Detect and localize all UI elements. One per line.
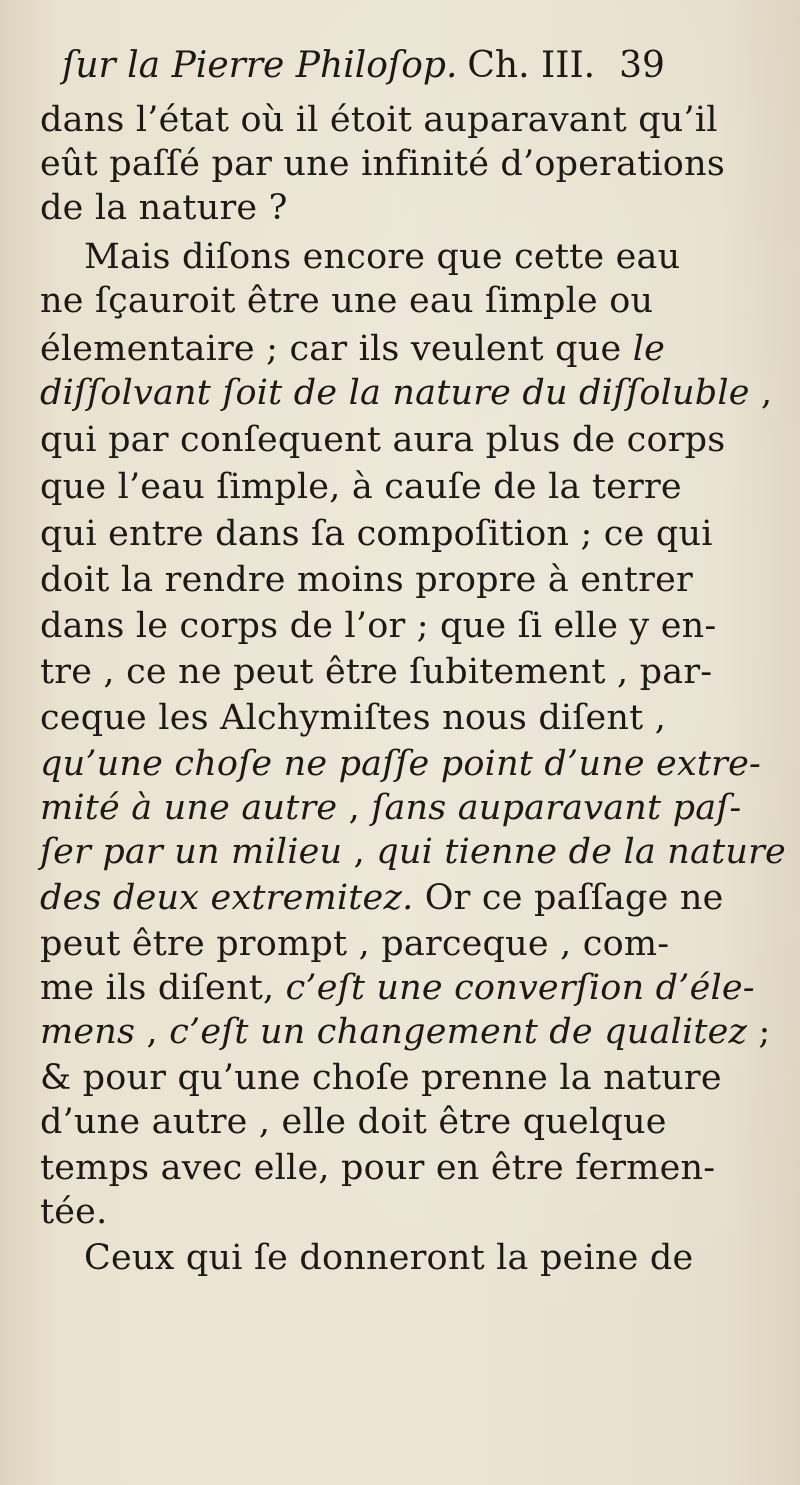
running-title: ſur la Pierre Philoſop. — [62, 45, 458, 86]
text-line: qui entre dans ſa compoſition ; ce qui — [40, 514, 713, 554]
text-line: des deux extremitez. Or ce paſſage ne — [40, 878, 724, 918]
text-line: mens , c’eſt un changement de qualitez ; — [40, 1012, 771, 1052]
text-line: & pour qu’une choſe prenne la nature — [40, 1058, 722, 1098]
text-line: élementaire ; car ils veulent que le — [40, 329, 666, 369]
text-line: de la nature ? — [40, 188, 288, 228]
page-header — [62, 42, 665, 90]
text-line: doit la rendre moins propre à entrer — [40, 560, 693, 600]
chapter-label: Ch. III. — [467, 45, 596, 86]
text-line: ceque les Alchymiſtes nous diſent , — [40, 698, 667, 738]
text-line: ſer par un milieu , qui tienne de la nature — [40, 832, 786, 872]
page-number: 39 — [619, 45, 665, 86]
text-line: diſſolvant ſoit de la nature du diſſoluble , — [40, 373, 773, 413]
text-line: d’une autre , elle doit être quelque — [40, 1102, 667, 1142]
text-line: dans le corps de l’or ; que ſi elle y en- — [40, 606, 717, 646]
text-line: temps avec elle, pour en être fermen- — [40, 1148, 716, 1188]
text-line: me ils diſent, c’eſt une converſion d’éle- — [40, 968, 755, 1008]
text-line: mité à une autre , ſans auparavant paſ- — [40, 788, 742, 828]
paragraph-start-line: Ceux qui ſe donneront la peine de — [84, 1238, 694, 1278]
text-line: tre , ce ne peut être ſubitement , par- — [40, 652, 713, 692]
text-line: qu’une choſe ne paſſe point d’une extre- — [40, 744, 762, 784]
text-line: que l’eau ſimple, à cauſe de la terre — [40, 467, 682, 507]
text-line: eût paſſé par une infinité d’operations — [40, 144, 725, 184]
text-line: dans l’état où il étoit auparavant qu’il — [40, 100, 718, 140]
text-line: qui par conſequent aura plus de corps — [40, 420, 726, 460]
text-line: peut être prompt , parceque , com- — [40, 924, 670, 964]
paragraph-start-line: Mais diſons encore que cette eau — [84, 237, 681, 277]
text-line: ne ſçauroit être une eau ſimple ou — [40, 281, 654, 321]
text-line: tée. — [40, 1192, 108, 1232]
